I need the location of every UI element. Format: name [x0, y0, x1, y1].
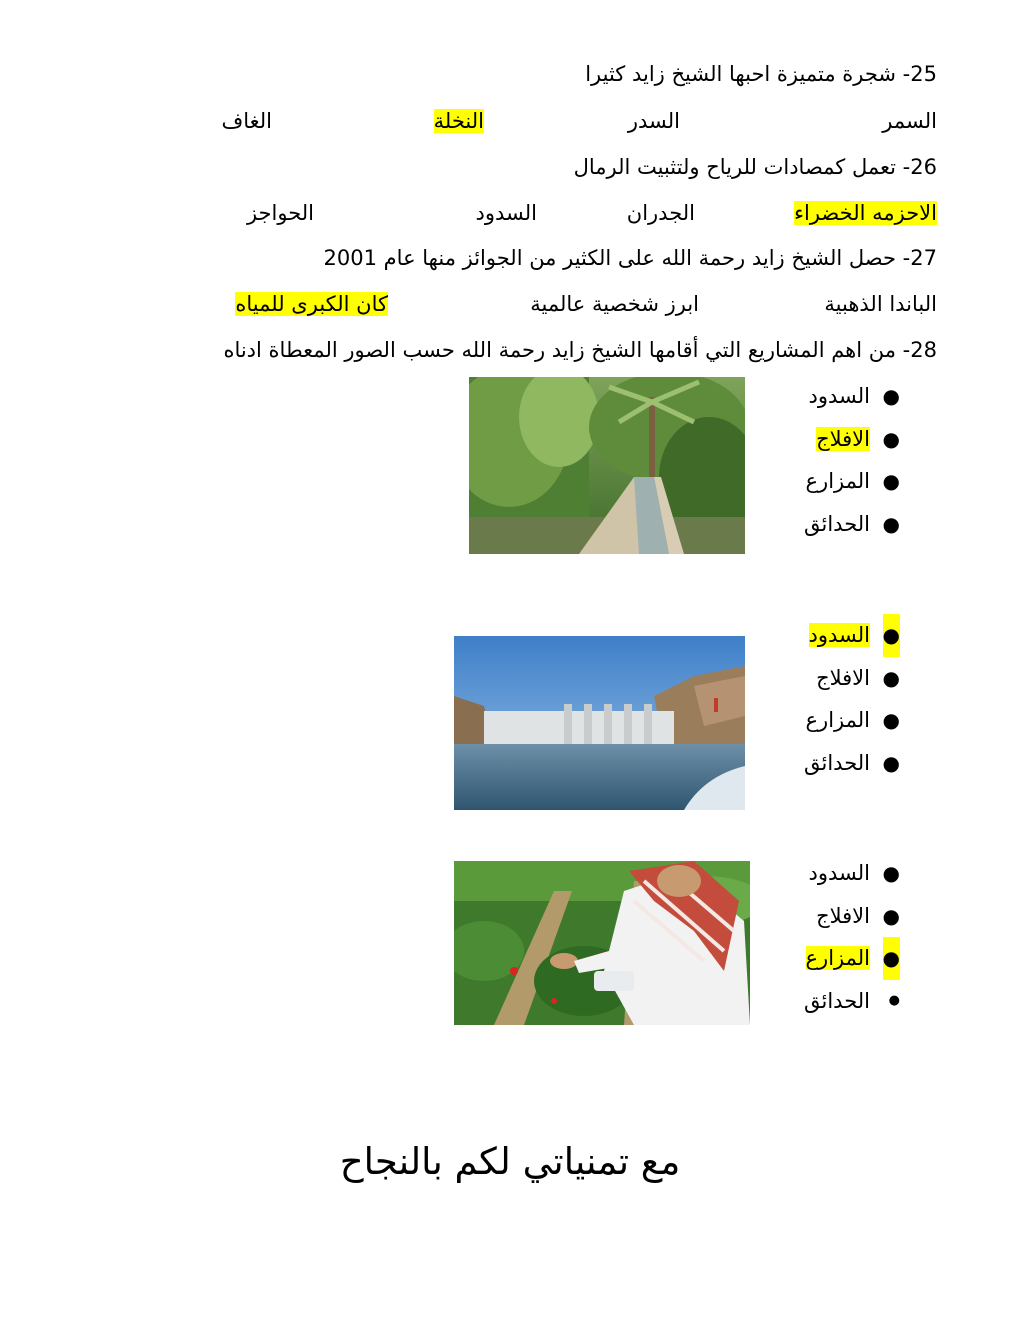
bullet-icon: ●	[882, 750, 900, 775]
question-26: 26- تعمل كمصادات للرياح ولتثبيت الرمال	[573, 155, 937, 179]
bullet-icon: ●	[882, 511, 900, 536]
bullet-icon: ●	[882, 426, 900, 451]
list-item: ● المزارع	[804, 460, 870, 503]
falaj-water-channel-photo	[469, 377, 745, 554]
q27-option-1: الباندا الذهبية	[824, 292, 937, 316]
q25-option-4: الغاف	[221, 109, 272, 133]
q26-option-2: الجدران	[626, 201, 695, 225]
question-25: 25- شجرة متميزة احبها الشيخ زايد كثيرا	[585, 62, 937, 86]
list-item: ● الحدائق	[804, 503, 870, 546]
bullet-icon: ●	[882, 708, 900, 732]
list-item: ● الحدائق	[804, 742, 870, 785]
list-item: ● المزارع	[804, 699, 870, 742]
bullet-icon: ●	[888, 992, 900, 1008]
q26-option-3: السدود	[475, 201, 537, 225]
bullet-icon: ●	[883, 614, 900, 657]
bullet-icon: ●	[882, 384, 900, 408]
q28-group-2-list	[803, 614, 900, 784]
dam-reservoir-photo	[454, 636, 745, 810]
q25-option-2: السدر	[627, 109, 680, 133]
list-item: ● السدود	[804, 375, 870, 418]
q27-option-3-answer: كان الكبرى للمياه	[235, 292, 388, 316]
q26-option-4: الحواجز	[246, 201, 314, 225]
closing-message: مع تمنياتي لكم بالنجاح	[339, 1140, 681, 1183]
question-27: 27- حصل الشيخ زايد رحمة الله على الكثير من الجوائز منها عام 2001	[323, 246, 937, 270]
q25-option-3-answer: النخلة	[433, 109, 484, 133]
question-28: 28- من اهم المشاريع التي أقامها الشيخ زايد رحمة الله حسب الصور المعطاة ادناه	[223, 338, 937, 362]
bullet-icon: ●	[883, 937, 900, 980]
q28-group-1-list	[803, 375, 900, 545]
q25-option-1: السمر	[882, 109, 937, 133]
bullet-icon: ●	[882, 903, 900, 928]
q26-option-1-answer: الاحزمه الخضراء	[794, 201, 937, 225]
farmer-strawberry-farm-photo	[454, 861, 750, 1025]
q27-option-2: ابرز شخصية عالمية	[530, 292, 699, 316]
q28-group-3-list	[803, 852, 900, 1022]
list-item-answer: ● الافلاج	[804, 418, 870, 461]
list-item: ● السدود	[804, 852, 870, 895]
list-item-answer: ● المزارع	[804, 937, 870, 980]
list-item: ● الافلاج	[804, 657, 870, 700]
list-item-answer: ● السدود	[804, 614, 870, 657]
list-item: ● الافلاج	[804, 895, 870, 938]
bullet-icon: ●	[882, 665, 900, 690]
bullet-icon: ●	[882, 469, 900, 493]
list-item: ● الحدائق	[804, 980, 870, 1023]
bullet-icon: ●	[882, 861, 900, 885]
